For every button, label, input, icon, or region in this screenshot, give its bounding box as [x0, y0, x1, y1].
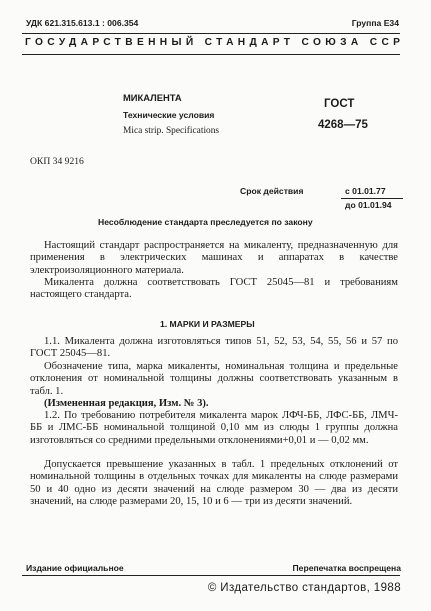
edition-label: Издание официальное [26, 563, 124, 573]
validity-label: Срок действия [240, 186, 304, 196]
header-rule-bottom [22, 54, 400, 55]
clause-1-2: 1.2. По требованию потребителя микалента марок ЛФЧ-ББ, ЛФС-ББ, ЛМЧ-ББ и ЛМС-ББ номинальной толщиной 0,10 мм из слюды 1 группы должна изготовляться со средними предельными отклонениями+0,01 и — 0,02 мм. [30, 410, 398, 446]
copyright: © Издательство стандартов, 1988 [207, 582, 401, 594]
section-heading: 1. МАРКИ И РАЗМЕРЫ [160, 319, 255, 329]
document-subtitle: Технические условия [123, 110, 215, 120]
okp-code: ОКП 34 9216 [30, 156, 84, 167]
group-code: Группа Е34 [351, 18, 399, 28]
footer-rule [22, 575, 400, 576]
header-rule-top [22, 33, 400, 34]
clause-1-1: 1.1. Микалента должна изготовляться типов 51, 52, 53, 54, 55, 56 и 57 по ГОСТ 25045—81. [30, 336, 398, 360]
edit-note: (Измененная редакция, Изм. № 3). [44, 398, 209, 409]
gost-number: 4268—75 [318, 119, 368, 131]
validity-rule [341, 198, 403, 199]
english-title: Mica strip. Specifications [123, 126, 220, 136]
validity-from: с 01.01.77 [345, 186, 386, 196]
document-title: МИКАЛЕНТА [123, 92, 182, 103]
standard-banner: ГОСУДАРСТВЕННЫЙ СТАНДАРТ СОЮЗА ССР [25, 37, 405, 48]
gost-label: ГОСТ [324, 98, 355, 110]
intro-paragraph-2: Микалента должна соответствовать ГОСТ 25045—81 и требованиям настоящего стандарта. [30, 277, 398, 301]
validity-to: до 01.01.94 [345, 200, 392, 210]
clause-1-2-tolerance: Допускается превышение указанных в табл. 1 предельных отклонений от номинальной толщины в отдельных точках для микаленты на слюде размерами 50 и 40 одно из десяти значений на слюде размером 30 — два из десяти значений, на слюде размерами 20, 15, 10 и 6 — три из десяти значений. [30, 459, 398, 507]
udk-code: УДК 621.315.613.1 : 006.354 [26, 18, 139, 28]
legal-notice: Несоблюдение стандарта преследуется по закону [98, 217, 313, 227]
intro-paragraph-1: Настоящий стандарт распространяется на микаленту, предназначенную для применения в электрических машинах и аппаратах в качестве электроизоляционного материала. [30, 240, 398, 276]
reprint-notice: Перепечатка воспрещена [292, 563, 401, 573]
clause-1-1-designation: Обозначение типа, марка микаленты, номинальная толщина и предельные отклонения от номинальной толщины должны соответствовать указанным в табл. 1. [30, 361, 398, 397]
